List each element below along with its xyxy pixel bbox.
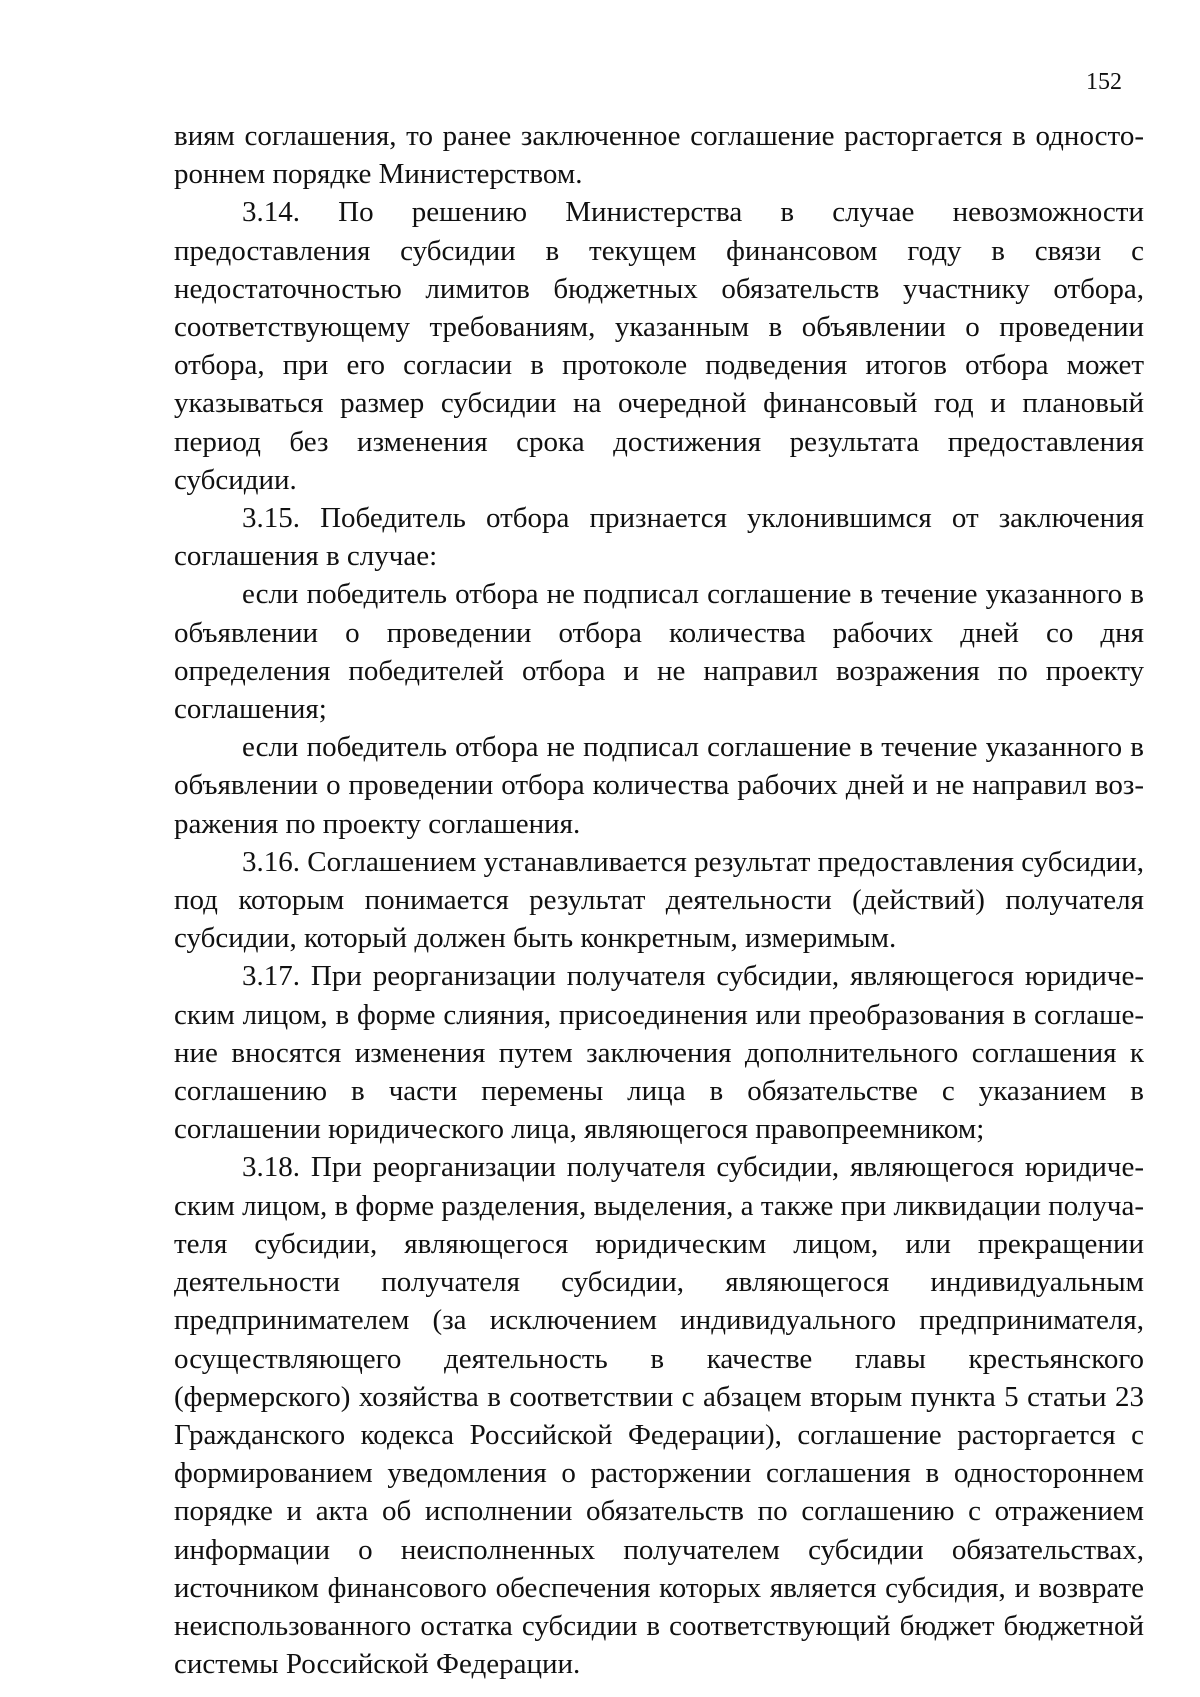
paragraph-3-17: 3.17. При реорганизации получателя субсидии, являющегося юридическим лицом, в форме слияния, присоединения или преобразования в соглашение вносятся изменения путем заключения дополнительного соглашения к соглашению в части перемены лица в обязательстве с указанием в соглашении юридического лица, являющегося правопреемником;	[174, 960, 1144, 1146]
paragraph-3-14: 3.14. По решению Министерства в случае невозможности предоставления субсидии в текущем финансовом году в связи с недостаточностью лимитов бюджетных обязательств участнику отбора, соответствующему требованиям, указанным в объявлении о проведении отбора, при его согласии в протоколе подведения итогов отбора может указываться размер субсидии на очередной финансовый год и плановый период без изменения срока достижения результата предоставления субсидии.	[174, 196, 1144, 496]
paragraph-continuation: виям соглашения, то ранее заключенное соглашение расторгается в одностороннем порядке Министерством.	[174, 120, 1144, 191]
paragraph-3-16: 3.16. Соглашением устанавливается результат предоставления субсидии, под которым понимается результат деятельности (действий) получателя субсидии, который должен быть конкретным, измеримым.	[174, 845, 1144, 955]
paragraph-3-15-case-2: если победитель отбора не подписал соглашение в течение указанного в объявлении о проведении отбора количества рабочих дней и не направил возражения по проекту соглашения.	[174, 731, 1144, 840]
paragraph-3-15-case-1: если победитель отбора не подписал соглашение в течение указанного в объявлении о проведении отбора количества рабочих дней со дня определения победителей отбора и не направил возражения по проекту соглашения;	[174, 578, 1144, 726]
paragraph-3-18: 3.18. При реорганизации получателя субсидии, являющегося юридическим лицом, в форме разделения, выделения, а также при ликвидации получателя субсидии, являющегося юридическим лицом, или прекращении деятельности получателя субсидии, являющегося индивидуальным предпринимателем (за исключением индивидуального предпринимателя, осуществляющего деятельность в качестве главы крестьянского (фермерского) хозяйства в соответствии с абзацем вторым пункта 5 статьи 23 Гражданского кодекса Российской Федерации), соглашение расторгается с формированием уведомления о расторжении соглашения в одностороннем порядке и акта об исполнении обязательств по соглашению с отражением информации о неисполненных получателем субсидии обязательствах, источником финансового обеспечения которых является субсидия, и возврате неиспользованного остатка субсидии в соответствующий бюджет бюджетной системы Российской Федерации.	[174, 1151, 1144, 1681]
document-body	[174, 117, 1144, 1683]
paragraph-3-15: 3.15. Победитель отбора признается уклонившимся от заключения соглашения в случае:	[174, 502, 1144, 573]
page-number: 152	[1086, 69, 1122, 95]
